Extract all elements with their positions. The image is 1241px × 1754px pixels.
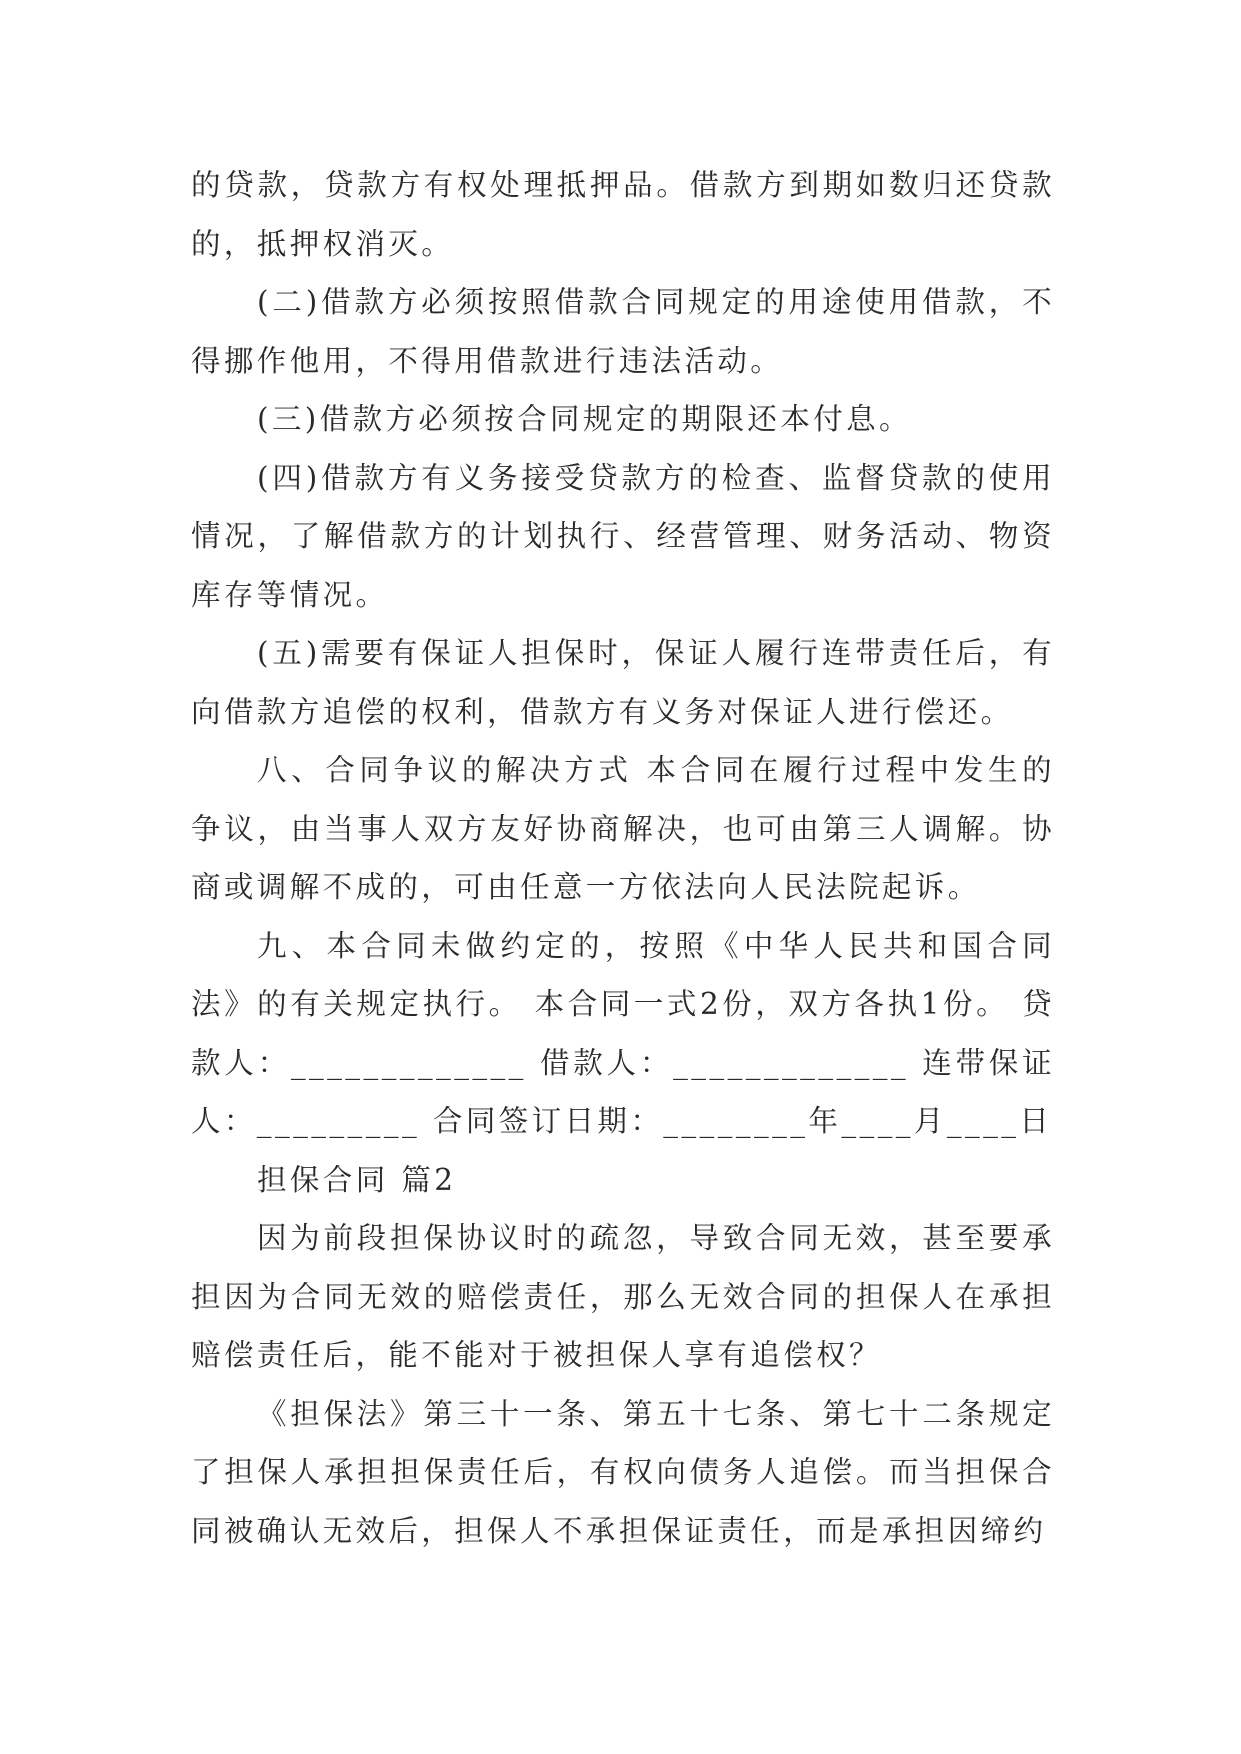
paragraph-item-three: (三)借款方必须按合同规定的期限还本付息。 [257, 402, 912, 436]
paragraph-guarantee-question: 因为前段担保协议时的疏忽，导致合同无效，甚至要承担因为合同无效的赔偿责任，那么无效合同的担保人在承担赔偿责任后，能不能对于被担保人享有追偿权？ [191, 1221, 1055, 1372]
paragraph-continuation: 的贷款，贷款方有权处理抵押品。借款方到期如数归还贷款的，抵押权消灭。 [191, 168, 1055, 261]
paragraph-guarantee-law: 《担保法》第三十一条、第五十七条、第七十二条规定了担保人承担担保责任后，有权向债务人追偿。而当担保合同被确认无效后，担保人不承担保证责任，而是承担因缔约 [191, 1396, 1055, 1548]
document-body [191, 156, 1055, 1560]
paragraph-item-two: (二)借款方必须按照借款合同规定的用途使用借款，不得挪作他用，不得用借款进行违法活动。 [191, 285, 1055, 378]
paragraph-section-eight: 八、合同争议的解决方式 本合同在履行过程中发生的争议，由当事人双方友好协商解决，也可由第三人调解。协商或调解不成的，可由任意一方依法向人民法院起诉。 [191, 753, 1055, 904]
paragraph-section-nine: 九、本合同未做约定的，按照《中华人民共和国合同法》的有关规定执行。 本合同一式2份，双方各执1份。 贷款人：_____________ 借款人：_____________ 连带保证人：_________ 合同签订日期：________年____月____日 [191, 928, 1055, 1138]
paragraph-item-five: (五)需要有保证人担保时，保证人履行连带责任后，有向借款方追偿的权利，借款方有义务对保证人进行偿还。 [191, 636, 1055, 729]
paragraph-item-four: (四)借款方有义务接受贷款方的检查、监督贷款的使用情况，了解借款方的计划执行、经营管理、财务活动、物资库存等情况。 [191, 460, 1055, 612]
section-heading: 担保合同 篇2 [257, 1162, 457, 1197]
